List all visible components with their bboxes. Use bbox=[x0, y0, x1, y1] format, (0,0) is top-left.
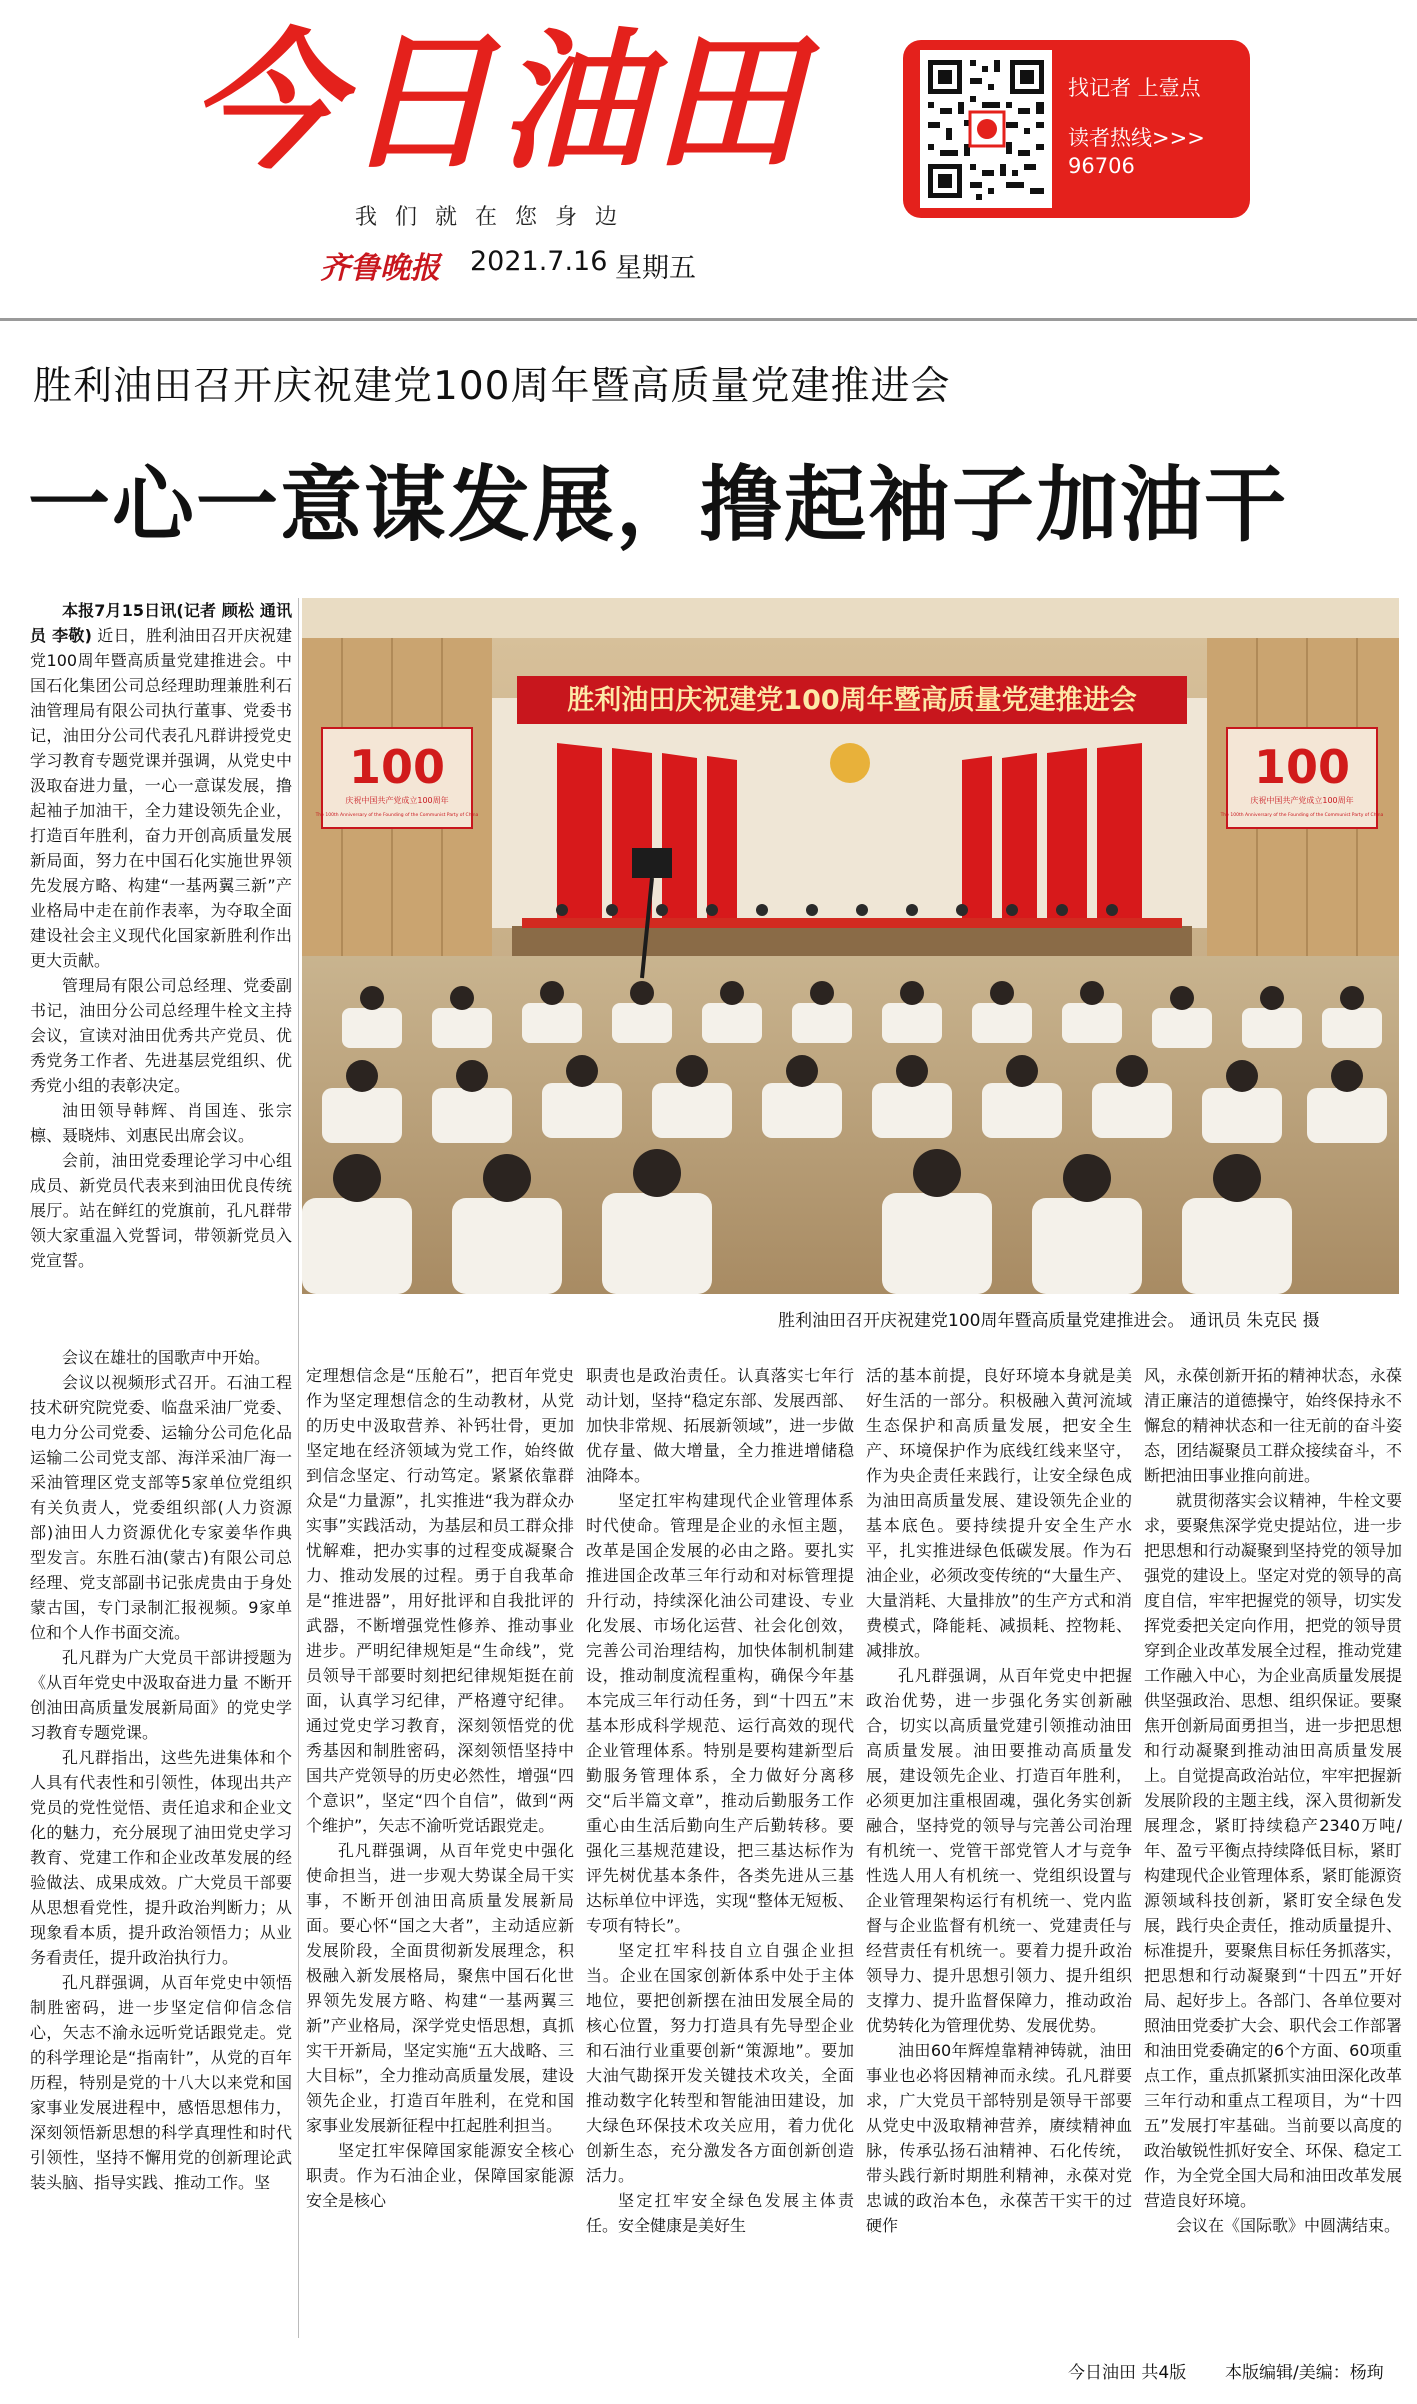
col3-para1: 职责也是政治责任。认真落实七年行动计划，坚持“稳定东部、发展西部、加快非常规、拓展新领域”，进一步做优存量、做大增量，全力推进增储稳油降本。 bbox=[586, 1366, 854, 1485]
reader-hotline-number: 96706 bbox=[1068, 154, 1135, 178]
logo-cn-right: 庆祝中国共产党成立100周年 bbox=[1250, 796, 1354, 805]
issue-date: 2021.7.16 bbox=[470, 246, 608, 277]
column-divider bbox=[298, 598, 299, 2338]
col5-para2: 就贯彻落实会议精神，牛栓文要求，要聚焦深学党史提站位，进一步把思想和行动凝聚到坚持党的领导加强党的建设上。坚定对党的领导的高度自信，牢牢把握党的领导，切实发挥党委把关定向作用，把党的领导贯穿到企业改革发展全过程，推动党建工作融入中心，为企业高质量发展提供坚强政治、思想、组织保证。要聚焦开创新局面勇担当，进一步把思想和行动凝聚到推动油田高质量发展上。自觉提高政治站位，牢牢把握新发展阶段的主题主线，深入贯彻新发展理念，紧盯持续稳产2340万吨/年、盈亏平衡点持续降低目标，紧盯构建现代企业管理体系，紧盯能源资源领域科技创新，紧盯安全绿色发展，践行央企责任，推动质量提升、标准提升，要聚焦目标任务抓落实，把思想和行动凝聚到“十四五”开好局、起好步上。各部门、各单位要对照油田党委扩大会、职代会工作部署和油田党委确定的6个方面、60项重点工作，重点抓紧抓实油田深化改革三年行动和重点工程项目，为“十四五”发展打牢基础。当前要以高度的政治敏锐性抓好安全、环保、稳定工作，为全党全国大局和油田改革发展营造良好环境。 bbox=[1144, 1491, 1402, 2210]
col4-para3: 油田60年辉煌靠精神铸就，油田事业也必将因精神而永续。孔凡群要求，广大党员干部特别是领导干部要从党史中汲取精神营养，赓续精神血脉，传承弘扬石油精神、石化传统，带头践行新时期胜利精神，永葆对党忠诚的政治本色，永葆苦干实干的过硬作 bbox=[866, 2041, 1132, 2235]
logo-en-left: The 100th Anniversary of the Founding of the Communist Party of China bbox=[315, 813, 479, 818]
logo-en-right: The 100th Anniversary of the Founding of the Communist Party of China bbox=[1220, 813, 1384, 818]
col1-para1: 近日，胜利油田召开庆祝建党100周年暨高质量党建推进会。中国石化集团公司总经理助理兼胜利石油管理局有限公司执行董事、党委书记，油田分公司代表孔凡群讲授党史学习教育专题党课并强调，从党史中汲取奋进力量，一心一意谋发展，撸起袖子加油干，全力建设领先企业，打造百年胜利，奋力开创高质量发展新局面，努力在中国石化实施世界领先发展方略、构建“一基两翼三新”产业格局中走在前作表率，为夺取全面建设社会主义现代化国家新胜利作出更大贡献。 bbox=[30, 626, 292, 970]
meeting-photo bbox=[302, 598, 1399, 1294]
article-headline: 一心一意谋发展，撸起袖子加油干 bbox=[28, 458, 1289, 553]
col1-para3: 油田领导韩辉、肖国连、张宗檩、聂晓炜、刘惠民出席会议。 bbox=[30, 1101, 292, 1145]
article-kicker: 胜利油田召开庆祝建党100周年暨高质量党建推进会 bbox=[33, 364, 951, 409]
col4-para1: 活的基本前提，良好环境本身就是美好生活的一部分。积极融入黄河流域生态保护和高质量发展，把安全生产、环境保护作为底线红线来坚守，作为央企责任来践行，让安全绿色成为油田高质量发展、建设领先企业的基本底色。要持续提升安全生产水平，扎实推进绿色低碳发展。作为石油企业，必须改变传统的“大量生产、大量消耗、大量排放”的生产方式和消费模式，降能耗、减损耗、控物耗、减排放。 bbox=[866, 1366, 1132, 1660]
col1-para8: 孔凡群指出，这些先进集体和个人具有代表性和引领性，体现出共产党员的党性觉悟、责任追求和企业文化的魅力，充分展现了油田党史学习教育、党建工作和企业改革发展的经验做法、成果成效。广大党员干部要从思想看党性，提升政治判断力；从现象看本质，提升政治领悟力；从业务看责任，提升政治执行力。 bbox=[30, 1748, 292, 1967]
col2-para2: 孔凡群强调，从百年党史中强化使命担当，进一步观大势谋全局干实事，不断开创油田高质量发展新局面。要心怀“国之大者”，主动适应新发展阶段，全面贯彻新发展理念，积极融入新发展格局，聚焦中国石化世界领先发展方略、构建“一基两翼三新”产业格局，深学党史悟思想，真抓实干开新局，坚定实施“五大战略、三大目标”，全力推动高质量发展，建设领先企业，打造百年胜利，在党和国家事业发展新征程中扛起胜利担当。 bbox=[306, 1841, 574, 2135]
footer-editor: 本版编辑/美编：杨珣 bbox=[1225, 2363, 1384, 2383]
newspaper-brand: 齐鲁晚报 bbox=[320, 251, 440, 286]
col5-para3: 会议在《国际歌》中圆满结束。 bbox=[1176, 2216, 1401, 2235]
column-1-lower bbox=[30, 1345, 292, 2195]
redbox-line2: 读者热线>>> bbox=[1068, 126, 1205, 150]
issue-weekday: 星期五 bbox=[615, 253, 696, 284]
col5-para1: 风，永葆创新开拓的精神状态，永葆清正廉洁的道德操守，始终保持永不懈怠的精神状态和一往无前的奋斗姿态，团结凝聚员工群众接续奋斗，不断把油田事业推向前进。 bbox=[1144, 1366, 1402, 1485]
col1-para2: 管理局有限公司总经理、党委副书记，油田分公司总经理牛栓文主持会议，宣读对油田优秀共产党员、优秀党务工作者、先进基层党组织、优秀党小组的表彰决定。 bbox=[30, 976, 292, 1095]
logo-cn-left: 庆祝中国共产党成立100周年 bbox=[345, 796, 449, 805]
col3-para3: 坚定扛牢科技自立自强企业担当。企业在国家创新体系中处于主体地位，要把创新摆在油田发展全局的核心位置，努力打造具有先导型企业和石油行业重要创新“策源地”。要加大油气勘探开发关键技术攻关，全面推动数字化转型和智能油田建设，加大绿色环保技术攻关应用，着力优化创新生态，充分激发各方面创新创造活力。 bbox=[586, 1941, 854, 2185]
footer-section: 今日油田 共4版 bbox=[1068, 2363, 1187, 2383]
dateline: 本报7月15日讯(记者 顾松 通讯员 李敬) bbox=[30, 601, 292, 645]
col2-para1: 定理想信念是“压舱石”，把百年党史作为坚定理想信念的生动教材，从党的历史中汲取营养、补钙壮骨，更加坚定地在经济领域为党工作，始终做到信念坚定、行动笃定。紧紧依靠群众是“力量源”，扎实推进“我为群众办实事”实践活动，为基层和员工群众排忧解难，把办实事的过程变成凝聚合力、推动发展的过程。勇于自我革命是“推进器”，用好批评和自我批评的武器，不断增强党性修养、推动事业进步。严明纪律规矩是“生命线”，党员领导干部要时刻把纪律规矩挺在前面，认真学习纪律，严格遵守纪律。通过党史学习教育，深刻领悟党的优秀基因和制胜密码，深刻领悟坚持中国共产党领导的历史必然性，增强“四个意识”，坚定“四个自信”，做到“两个维护”，矢志不渝听党话跟党走。 bbox=[306, 1366, 574, 1835]
column-3 bbox=[586, 1363, 854, 2238]
masthead-slogan: 我们就在您身边 bbox=[355, 205, 636, 230]
column-2 bbox=[306, 1363, 574, 2213]
col3-para2: 坚定扛牢构建现代企业管理体系时代使命。管理是企业的永恒主题，改革是国企发展的必由之路。要扎实推进国企改革三年行动和对标管理提升行动，持续深化油公司建设、专业化发展、市场化运营、社会化创效，完善公司治理结构，加快体制机制建设，推动制度流程重构，确保今年基本完成三年行动任务，到“十四五”末基本形成科学规范、运行高效的现代企业管理体系。特别是要构建新型后勤服务管理体系，全力做好分离移交“后半篇文章”，推动后勤服务工作重心由生活后勤向生产后勤转移。要强化三基规范建设，把三基达标作为评先树优基本条件，各类先进从三基达标单位中评选，实现“整体无短板、专项有特长”。 bbox=[586, 1491, 854, 1935]
col1-para5: 会议在雄壮的国歌声中开始。 bbox=[62, 1348, 271, 1367]
col2-para3: 坚定扛牢保障国家能源安全核心职责。作为石油企业，保障国家能源安全是核心 bbox=[306, 2141, 574, 2210]
logo-100-right: 100 bbox=[1253, 740, 1351, 794]
column-5 bbox=[1144, 1363, 1402, 2238]
col1-para7: 孔凡群为广大党员干部讲授题为《从百年党史中汲取奋进力量 不断开创油田高质量发展新局面》的党史学习教育专题党课。 bbox=[30, 1648, 292, 1742]
col1-para9: 孔凡群强调，从百年党史中领悟制胜密码，进一步坚定信仰信念信心，矢志不渝永远听党话跟党走。党的科学理论是“指南针”，从党的百年历程，特别是党的十八大以来党和国家事业发展进程中，感悟思想伟力，深刻领悟新思想的科学真理性和时代引领性，坚持不懈用党的创新理论武装头脑、指导实践、推动工作。坚 bbox=[30, 1973, 292, 2192]
qr-code-icon[interactable] bbox=[920, 50, 1052, 208]
stage-banner: 胜利油田庆祝建党100周年暨高质量党建推进会 bbox=[567, 685, 1137, 716]
logo-100-left: 100 bbox=[348, 740, 446, 794]
column-1 bbox=[30, 598, 292, 1273]
masthead-divider bbox=[0, 318, 1417, 321]
redbox-line1: 找记者 上壹点 bbox=[1068, 76, 1201, 100]
column-4 bbox=[866, 1363, 1132, 2238]
col4-para2: 孔凡群强调，从百年党史中把握政治优势，进一步强化务实创新融合，切实以高质量党建引领推动油田高质量发展。油田要推动高质量发展，建设领先企业、打造百年胜利，必须更加注重根固魂，强化务实创新融合，坚持党的领导与完善公司治理有机统一、党管干部党管人才与竞争性选人用人有机统一、党组织设置与企业管理架构运行有机统一、党内监督与企业监督有机统一、党建责任与经营责任有机统一。要着力提升政治领导力、提升思想引领力、提升组织支撑力、提升监督保障力，推动政治优势转化为管理优势、发展优势。 bbox=[866, 1666, 1132, 2035]
masthead-title: 今日油田 bbox=[190, 16, 807, 190]
photo-caption: 胜利油田召开庆祝建党100周年暨高质量党建推进会。 通讯员 朱克民 摄 bbox=[778, 1311, 1320, 1331]
col1-para4: 会前，油田党委理论学习中心组成员、新党员代表来到油田优良传统展厅。站在鲜红的党旗前，孔凡群带领大家重温入党誓词，带领新党员入党宣誓。 bbox=[30, 1151, 292, 1270]
col1-para6: 会议以视频形式召开。石油工程技术研究院党委、临盘采油厂党委、电力分公司党委、运输分公司危化品运输二公司党支部、海洋采油厂海一采油管理区党支部等5家单位党组织有关负责人，党委组织部(人力资源部)油田人力资源优化专家姜华作典型发言。东胜石油(蒙古)有限公司总经理、党支部副书记张虎贵由于身处蒙古国，专门录制汇报视频。9家单位和个人作书面交流。 bbox=[30, 1373, 292, 1642]
col3-para4: 坚定扛牢安全绿色发展主体责任。安全健康是美好生 bbox=[586, 2191, 854, 2235]
